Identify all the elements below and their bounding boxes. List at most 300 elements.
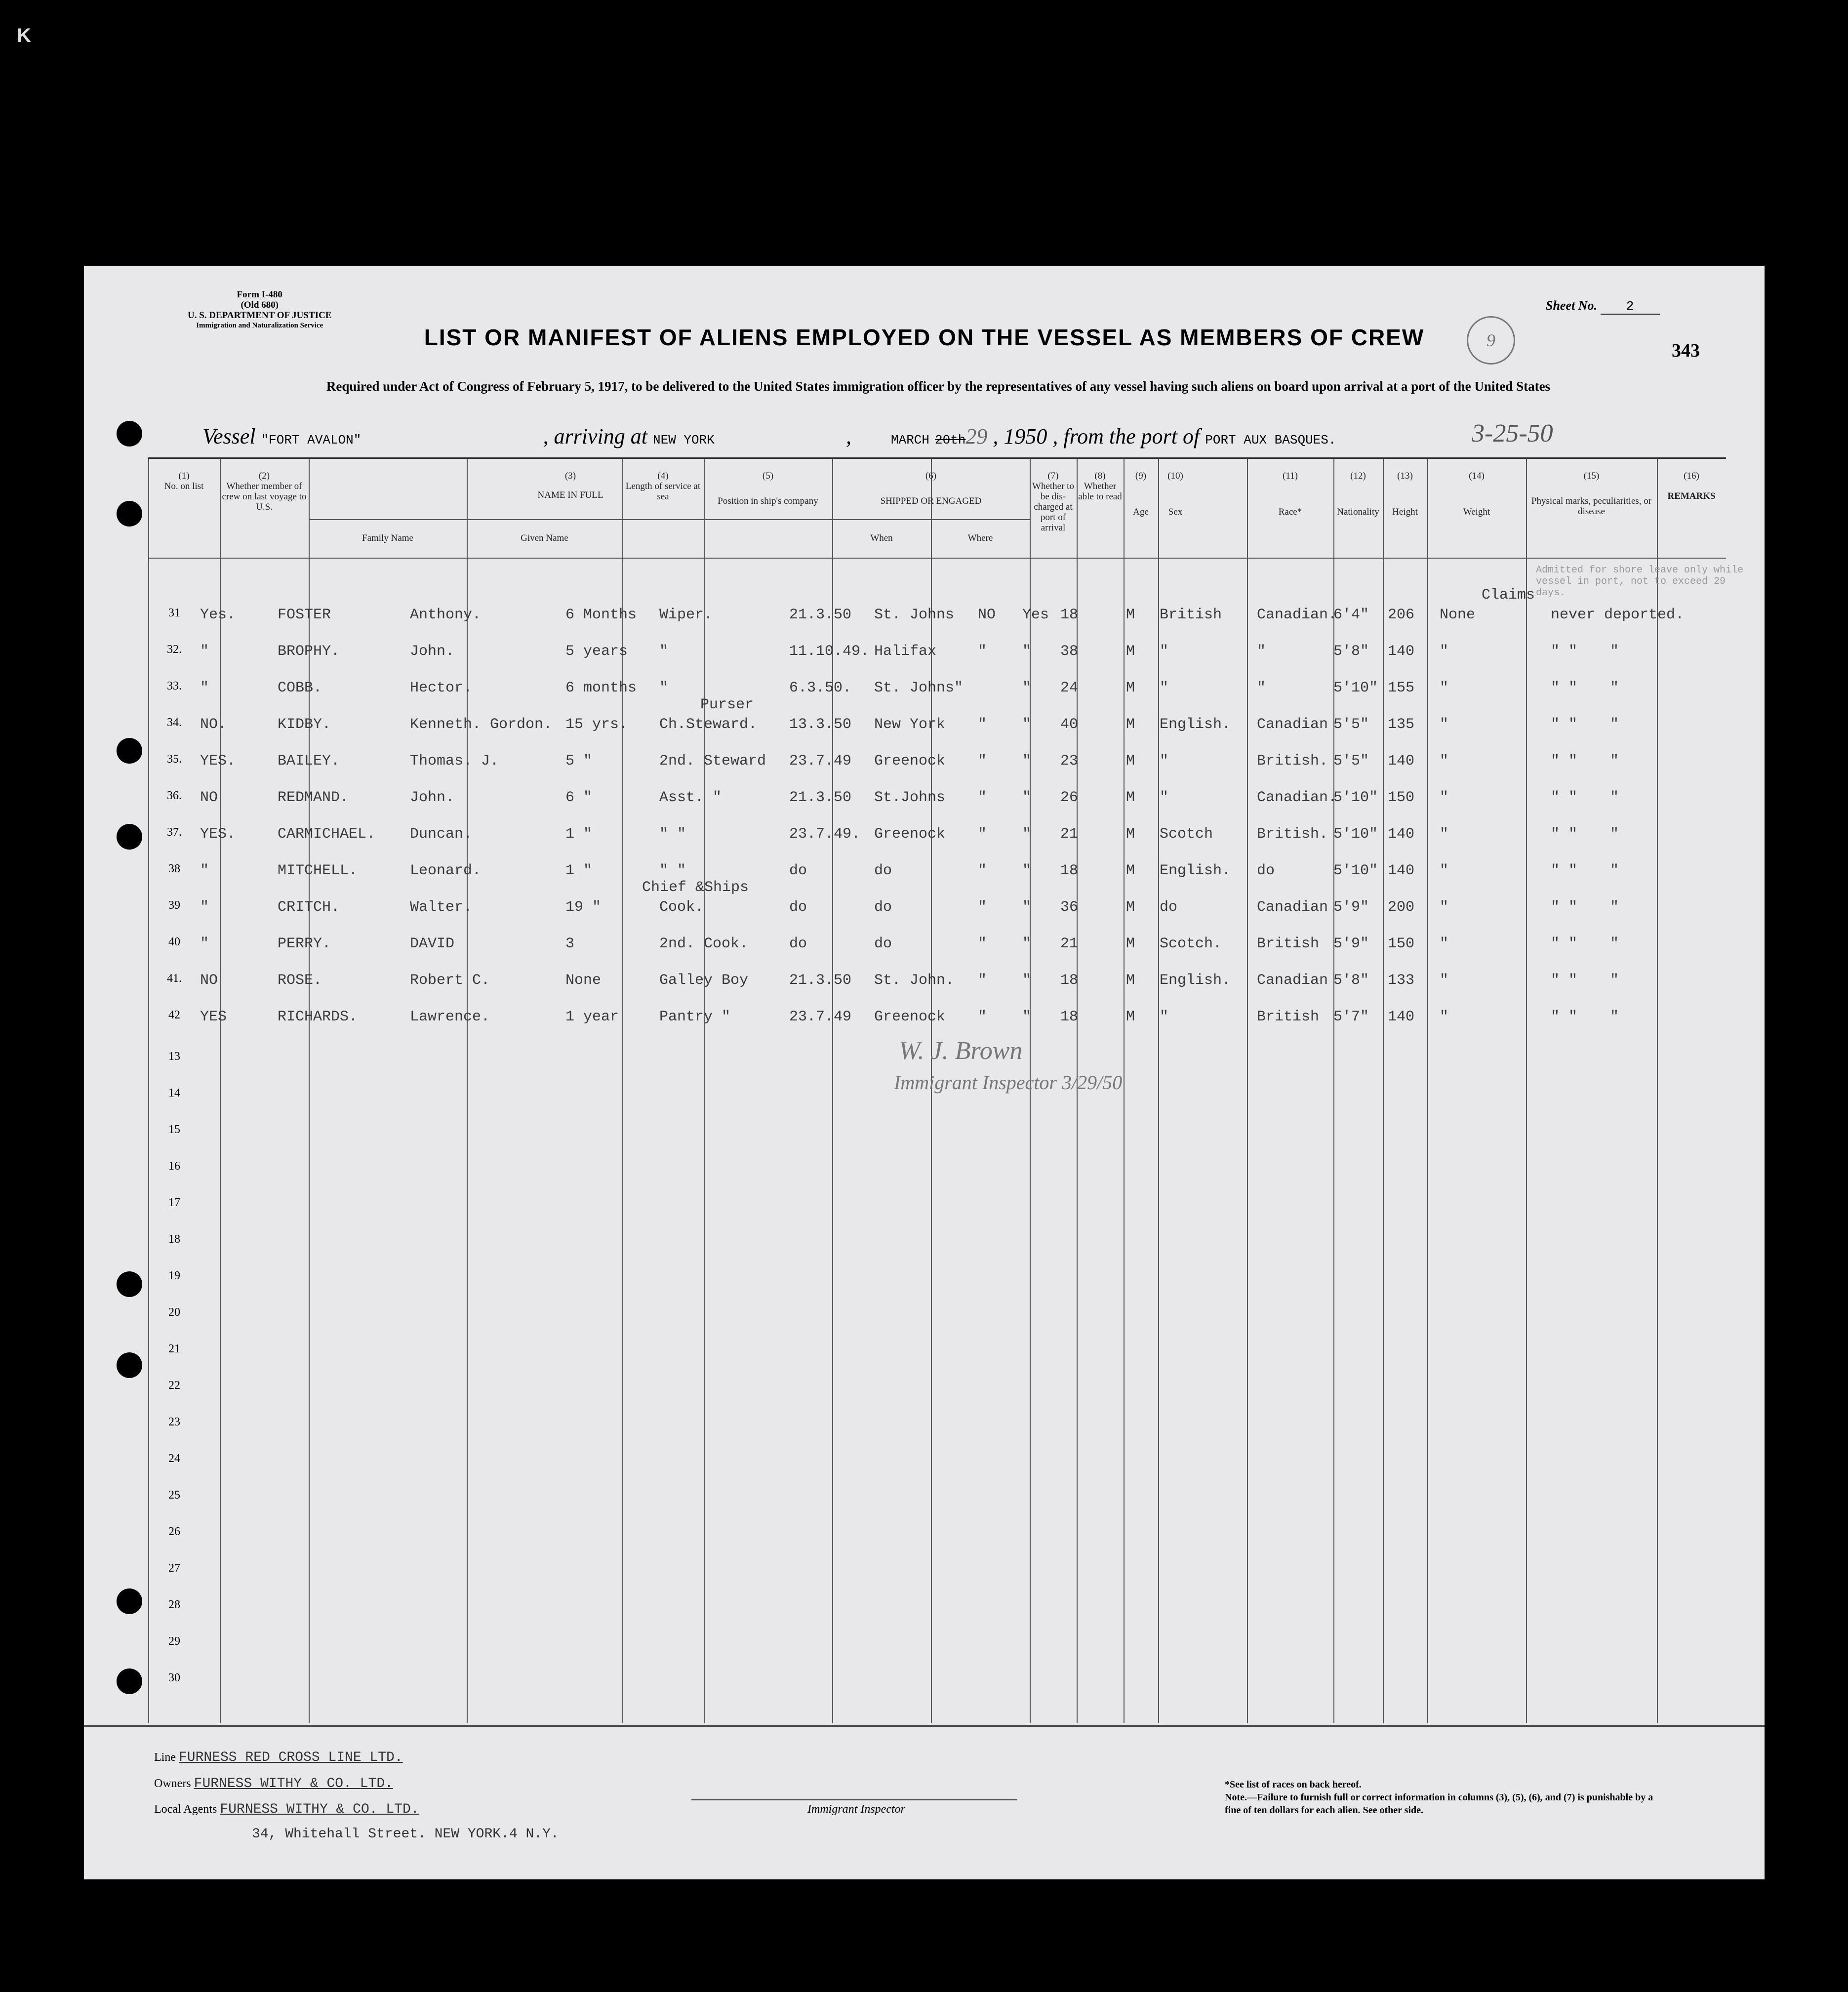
cell-action: " <box>1610 680 1619 696</box>
cell-position: " " <box>659 862 686 879</box>
footer-address <box>252 1827 559 1842</box>
cell-service: 6 Months <box>565 607 637 623</box>
agents-label: Local Agents <box>154 1803 217 1816</box>
cell-remarks: " " <box>1551 1009 1578 1025</box>
cell-position: " <box>659 643 669 660</box>
col-num: (4) <box>657 471 669 481</box>
cell-marks: " <box>1440 789 1449 806</box>
cell-age: 21 <box>1060 826 1079 843</box>
form-number: Form I-480 <box>237 289 282 300</box>
cell-nationality: do <box>1257 862 1275 879</box>
row-number: 22 <box>168 1379 180 1392</box>
cell-nationality: British <box>1257 935 1320 952</box>
cell-sex: M <box>1126 935 1135 952</box>
cell-when: 21.3.50 <box>789 607 852 623</box>
cell-age: 38 <box>1060 643 1079 660</box>
cell-nationality: Canadian. <box>1257 607 1337 623</box>
cell-read: Yes <box>1022 607 1049 623</box>
cell-age: 18 <box>1060 607 1079 623</box>
cell-nationality: British. <box>1257 753 1328 770</box>
cell-when: do <box>789 935 807 952</box>
cell-service: 1 " <box>565 862 593 879</box>
col-num: (3) <box>564 471 576 481</box>
cell-read: " <box>1022 826 1032 843</box>
date-stamp: 3-25-50 <box>1472 419 1553 447</box>
cell-remarks: never deported. <box>1551 607 1685 623</box>
cell-remarks: " " <box>1551 753 1578 770</box>
page-title: LIST OR MANIFEST OF ALIENS EMPLOYED ON THE VESSEL AS MEMBERS OF CREW <box>424 325 1425 350</box>
cell-marks: " <box>1440 935 1449 952</box>
row-number: 20 <box>168 1306 180 1319</box>
cell-service: 5 " <box>565 753 593 770</box>
cell-family: KIDBY. <box>278 716 331 733</box>
col-num: (8) <box>1094 471 1106 481</box>
cell-given: Lawrence. <box>410 1009 490 1025</box>
owners-value: FURNESS WITHY & CO. LTD. <box>194 1776 393 1791</box>
cell-height: 5'5" <box>1333 753 1369 770</box>
cell-weight: 140 <box>1388 753 1415 770</box>
cell-when: 13.3.50 <box>789 716 852 733</box>
cell-remarks: " " <box>1551 826 1578 843</box>
footer-agents <box>154 1802 419 1817</box>
cell-where: Greenock <box>874 1009 946 1025</box>
cell-race: Scotch <box>1160 826 1213 843</box>
cell-read: " <box>1022 753 1032 770</box>
cell-prev: NO <box>200 789 218 806</box>
footer-owners <box>154 1776 393 1791</box>
cell-discharged: " <box>978 643 987 660</box>
col-header-where: Where <box>967 533 993 543</box>
col-num: (6) <box>925 471 937 481</box>
from-label: , from the port of <box>1052 424 1200 448</box>
cell-sex: M <box>1126 680 1135 696</box>
cell-read: " <box>1022 862 1032 879</box>
cell-where: St. John. <box>874 972 955 989</box>
cell-where: New York <box>874 716 946 733</box>
cell-discharged: " <box>978 935 987 952</box>
cell-remarks: " " <box>1551 862 1578 879</box>
cell-prev: NO <box>200 972 218 989</box>
cell-discharged: " <box>978 862 987 879</box>
cell-given: Leonard. <box>410 862 482 879</box>
cell-when: 23.7.49 <box>789 753 852 770</box>
cell-family: BROPHY. <box>278 643 340 660</box>
cell-age: 18 <box>1060 1009 1079 1025</box>
cell-nationality: British. <box>1257 826 1328 843</box>
col-num: (15) <box>1583 471 1600 481</box>
cell-remarks: " " <box>1551 716 1578 733</box>
cell-when: 21.3.50 <box>789 789 852 806</box>
arriving-label: , arriving at <box>543 424 647 448</box>
cell-action: " <box>1610 789 1619 806</box>
cell-height: 5'8" <box>1333 972 1369 989</box>
cell-read: " <box>1022 1009 1032 1025</box>
cell-given: Anthony. <box>410 607 482 623</box>
cell-action: " <box>1610 753 1619 770</box>
cell-when: do <box>789 862 807 879</box>
struck-day: 20th <box>935 433 966 447</box>
cell-discharged: " <box>978 899 987 916</box>
cell-given: DAVID <box>410 935 455 952</box>
inspector-signature-title: Immigrant Inspector 3/29/50 <box>894 1071 1123 1094</box>
cell-given: Duncan. <box>410 826 473 843</box>
cell-discharged: NO <box>978 607 996 623</box>
address-value: 34, Whitehall Street. NEW YORK.4 N.Y. <box>252 1827 559 1842</box>
department: U. S. DEPARTMENT OF JUSTICE <box>188 310 332 321</box>
cell-action: " <box>1610 935 1619 952</box>
cell-action: " <box>1610 899 1619 916</box>
cell-family: RICHARDS. <box>278 1009 358 1025</box>
cell-discharged: " <box>978 826 987 843</box>
claims-note: Claims <box>1482 587 1535 604</box>
col-header-height: Height <box>1392 507 1418 517</box>
col-header-family: Family Name <box>362 533 413 543</box>
sheet-label: Sheet No. <box>1546 298 1597 313</box>
cell-position: Wiper. <box>659 607 713 623</box>
cell-where: do <box>874 862 892 879</box>
cell-where: do <box>874 935 892 952</box>
cell-sex: M <box>1126 716 1135 733</box>
service: Immigration and Naturalization Service <box>196 322 323 329</box>
cell-position: Galley Boy <box>659 972 749 989</box>
races-note: *See list of races on back hereof. <box>1225 1779 1362 1790</box>
binder-hole <box>117 1271 142 1297</box>
cell-given: Thomas. J. <box>410 753 499 770</box>
binder-hole <box>117 1588 142 1614</box>
cell-read: " <box>1022 716 1032 733</box>
cell-prev: " <box>200 935 209 952</box>
col-num: (11) <box>1283 471 1298 481</box>
cell-race: English. <box>1160 716 1231 733</box>
cell-nationality: Canadian <box>1257 972 1328 989</box>
cell-race: do <box>1160 899 1178 916</box>
cell-weight: 206 <box>1388 607 1415 623</box>
cell-read: " <box>1022 789 1032 806</box>
arrival-month: MARCH <box>890 433 929 447</box>
cell-position: Cook. <box>659 899 704 916</box>
cell-weight: 140 <box>1388 643 1415 660</box>
cell-position: Pantry " <box>659 1009 731 1025</box>
row-number: 41. <box>167 972 182 985</box>
binder-hole <box>117 1352 142 1378</box>
sheet-value: 2 <box>1601 299 1660 315</box>
col-header-discharged: Whether to be dis-charged at port of arrival <box>1032 481 1074 533</box>
cell-service: 19 " <box>565 899 602 916</box>
cell-age: 23 <box>1060 753 1079 770</box>
cell-age: 40 <box>1060 716 1079 733</box>
cell-read: " <box>1022 935 1032 952</box>
footer-notes <box>1225 1778 1659 1817</box>
purser-note: Purser <box>700 696 754 713</box>
cell-prev: YES <box>200 1009 227 1025</box>
col-header-member: Whether member of crew on last voyage to U.S. <box>222 481 307 512</box>
col-num: (2) <box>258 471 270 481</box>
cell-service: 6 months <box>565 680 637 696</box>
cell-position: " " <box>659 826 686 843</box>
cell-discharged: " <box>978 716 987 733</box>
cell-prev: YES. <box>200 753 236 770</box>
cell-given: John. <box>410 643 455 660</box>
page-number: 343 <box>1672 340 1700 361</box>
old-form-number: (Old 680) <box>241 300 279 310</box>
cell-when: do <box>789 899 807 916</box>
cell-marks: " <box>1440 899 1449 916</box>
inspector-label: Immigrant Inspector <box>807 1803 905 1816</box>
cell-action: " <box>1610 972 1619 989</box>
binder-hole <box>117 1668 142 1694</box>
col-num: (13) <box>1397 471 1413 481</box>
cell-where: St.Johns <box>874 789 946 806</box>
cell-nationality: " <box>1257 680 1266 696</box>
cell-height: 6'4" <box>1333 607 1369 623</box>
col-header-marks: Physical marks, peculiarities, or disease <box>1531 496 1652 517</box>
cell-position: 2nd. Steward <box>659 753 766 770</box>
col-num: (16) <box>1684 471 1699 481</box>
cell-service: 3 <box>565 935 575 952</box>
cell-height: 5'10" <box>1333 680 1378 696</box>
cell-given: Walter. <box>410 899 473 916</box>
sheet-number <box>1546 298 1660 315</box>
cell-family: CRITCH. <box>278 899 340 916</box>
col-header-remarks: REMARKS <box>1667 491 1716 501</box>
cell-position: 2nd. Cook. <box>659 935 749 952</box>
cell-race: " <box>1160 643 1169 660</box>
row-number: 42 <box>168 1009 180 1021</box>
cell-prev: " <box>200 643 209 660</box>
cell-age: 36 <box>1060 899 1079 916</box>
col-num: (14) <box>1469 471 1485 481</box>
cell-age: 24 <box>1060 680 1079 696</box>
cell-weight: 140 <box>1388 1009 1415 1025</box>
cell-family: PERRY. <box>278 935 331 952</box>
cell-prev: NO. <box>200 716 227 733</box>
row-number: 26 <box>168 1525 180 1538</box>
col-header-nationality: Nationality <box>1337 507 1379 517</box>
cell-given: Hector. <box>410 680 473 696</box>
col-num: (12) <box>1350 471 1366 481</box>
cell-race: " <box>1160 753 1169 770</box>
cell-given: Robert C. <box>410 972 490 989</box>
binder-hole <box>117 501 142 527</box>
cell-nationality: " <box>1257 643 1266 660</box>
row-number: 30 <box>168 1671 180 1684</box>
cell-sex: M <box>1126 1009 1135 1025</box>
cell-when: 6.3.50. <box>789 680 852 696</box>
inspector-signature: W. J. Brown <box>899 1037 1023 1065</box>
cell-given: Kenneth. Gordon. <box>410 716 553 733</box>
col-num: (9) <box>1135 471 1147 481</box>
cell-marks: " <box>1440 680 1449 696</box>
row-number: 21 <box>168 1342 180 1355</box>
cell-nationality: British <box>1257 1009 1320 1025</box>
vessel-name: "FORT AVALON" <box>261 433 362 447</box>
cell-position: Asst. " <box>659 789 722 806</box>
subtitle: Required under Act of Congress of February 5, 1917, to be delivered to the United States immigration officer by the representatives of any vessel having such aliens on board upon arrival at a port of the United States <box>326 379 1551 394</box>
cell-family: CARMICHAEL. <box>278 826 376 843</box>
line-label: Line <box>154 1751 176 1764</box>
cell-marks: " <box>1440 753 1449 770</box>
cell-sex: M <box>1126 789 1135 806</box>
cell-race: Scotch. <box>1160 935 1222 952</box>
binder-hole <box>117 738 142 764</box>
cell-where: Greenock <box>874 826 946 843</box>
cell-read: " <box>1022 643 1032 660</box>
year-value: 50 <box>1025 424 1047 448</box>
binder-hole <box>117 824 142 850</box>
row-number: 28 <box>168 1598 180 1611</box>
cell-weight: 133 <box>1388 972 1415 989</box>
cell-remarks: " " <box>1551 680 1578 696</box>
cell-when: 21.3.50 <box>789 972 852 989</box>
cell-height: 5'5" <box>1333 716 1369 733</box>
manifest-sheet <box>84 266 1765 1879</box>
cell-race: " <box>1160 1009 1169 1025</box>
cell-when: 23.7.49 <box>789 1009 852 1025</box>
cell-where: do <box>874 899 892 916</box>
cell-where: St. Johns" <box>874 680 964 696</box>
cell-height: 5'9" <box>1333 899 1369 916</box>
col-header-race: Race* <box>1278 507 1302 517</box>
cell-where: St. Johns <box>874 607 955 623</box>
row-number: 38 <box>168 862 180 875</box>
cell-height: 5'10" <box>1333 789 1378 806</box>
row-number: 33. <box>167 680 182 692</box>
cell-discharged: " <box>978 753 987 770</box>
cell-weight: 140 <box>1388 826 1415 843</box>
cell-weight: 155 <box>1388 680 1415 696</box>
cell-race: British <box>1160 607 1222 623</box>
row-number: 25 <box>168 1489 180 1502</box>
col-num: (10) <box>1167 471 1183 481</box>
footer-line <box>154 1750 403 1765</box>
cell-service: 15 yrs. <box>565 716 628 733</box>
cell-prev: " <box>200 862 209 879</box>
cell-where: Halifax <box>874 643 937 660</box>
binder-hole <box>117 421 142 447</box>
row-number: 36. <box>167 789 182 802</box>
cell-nationality: Canadian <box>1257 899 1328 916</box>
cell-remarks: " " <box>1551 935 1578 952</box>
cell-prev: " <box>200 899 209 916</box>
row-number: 29 <box>168 1635 180 1648</box>
cell-marks: " <box>1440 643 1449 660</box>
row-number: 39 <box>168 899 180 912</box>
col-header-service: Length of service at sea <box>625 481 701 502</box>
cell-action: " <box>1610 862 1619 879</box>
row-number: 24 <box>168 1452 180 1465</box>
col-header-name: NAME IN FULL <box>537 490 603 500</box>
cell-read: " <box>1022 680 1032 696</box>
vessel-line: Vessel "FORT AVALON" , arriving at NEW YORK , MARCH 20th29 , 1950 , from the port of PORT AUX BASQUES. <box>202 424 1336 448</box>
cell-sex: M <box>1126 972 1135 989</box>
cell-age: 26 <box>1060 789 1079 806</box>
col-header-read: Whether able to read <box>1078 481 1122 502</box>
cell-family: BAILEY. <box>278 753 340 770</box>
col-num: (7) <box>1047 471 1059 481</box>
cell-sex: M <box>1126 826 1135 843</box>
arrival-port: NEW YORK <box>652 433 715 447</box>
cell-service: 6 " <box>565 789 593 806</box>
cell-discharged: " <box>978 789 987 806</box>
cell-position: " <box>659 680 669 696</box>
col-num: (1) <box>178 471 190 481</box>
cell-action: " <box>1610 643 1619 660</box>
row-number: 14 <box>168 1087 180 1099</box>
cell-discharged: " <box>978 972 987 989</box>
cell-marks: " <box>1440 972 1449 989</box>
cell-action: " <box>1610 716 1619 733</box>
year-label: , 19 <box>993 424 1026 448</box>
col-header-sex: Sex <box>1168 507 1183 517</box>
cell-action: " <box>1610 1009 1619 1025</box>
cell-family: COBB. <box>278 680 322 696</box>
col-header-weight: Weight <box>1463 507 1490 517</box>
cell-remarks: " " <box>1551 972 1578 989</box>
cell-prev: Yes. <box>200 607 236 623</box>
cell-remarks: " " <box>1551 643 1578 660</box>
cell-marks: " <box>1440 716 1449 733</box>
row-number: 15 <box>168 1123 180 1136</box>
cell-when: 23.7.49. <box>789 826 861 843</box>
cell-race: " <box>1160 680 1169 696</box>
cell-sex: M <box>1126 643 1135 660</box>
cell-remarks: " " <box>1551 899 1578 916</box>
cell-read: " <box>1022 899 1032 916</box>
cell-age: 18 <box>1060 972 1079 989</box>
cell-height: 5'10" <box>1333 826 1378 843</box>
col-header-shipped: SHIPPED OR ENGAGED <box>880 496 982 506</box>
cell-age: 18 <box>1060 862 1079 879</box>
cell-race: " <box>1160 789 1169 806</box>
vessel-label: Vessel <box>202 424 256 448</box>
from-port: PORT AUX BASQUES. <box>1205 433 1336 447</box>
cell-prev: " <box>200 680 209 696</box>
cell-marks: " <box>1440 862 1449 879</box>
cell-family: ROSE. <box>278 972 322 989</box>
chief-ships-note: Chief &Ships <box>642 879 749 896</box>
cell-race: English. <box>1160 972 1231 989</box>
cell-weight: 200 <box>1388 899 1415 916</box>
cell-service: 5 years <box>565 643 628 660</box>
cell-height: 5'7" <box>1333 1009 1369 1025</box>
cell-age: 21 <box>1060 935 1079 952</box>
cell-service: 1 " <box>565 826 593 843</box>
cell-family: MITCHELL. <box>278 862 358 879</box>
cell-position: Ch.Steward. <box>659 716 758 733</box>
cell-weight: 140 <box>1388 862 1415 879</box>
cell-when: 11.10.49. <box>789 643 870 660</box>
row-number: 37. <box>167 826 182 839</box>
cell-action: " <box>1610 826 1619 843</box>
cell-sex: M <box>1126 862 1135 879</box>
line-value: FURNESS RED CROSS LINE LTD. <box>178 1750 403 1765</box>
col-num: (5) <box>762 471 774 481</box>
cell-family: FOSTER <box>278 607 331 623</box>
cell-height: 5'9" <box>1333 935 1369 952</box>
cell-marks: " <box>1440 1009 1449 1025</box>
row-number: 19 <box>168 1269 180 1282</box>
cell-nationality: Canadian. <box>1257 789 1337 806</box>
cell-weight: 150 <box>1388 935 1415 952</box>
cell-read: " <box>1022 972 1032 989</box>
inspector-signature-line <box>691 1799 1017 1800</box>
row-number: 13 <box>168 1050 180 1063</box>
cell-discharged: " <box>978 1009 987 1025</box>
cell-sex: M <box>1126 607 1135 623</box>
owners-label: Owners <box>154 1777 191 1790</box>
cell-height: 5'8" <box>1333 643 1369 660</box>
circled-mark: 9 <box>1467 316 1515 365</box>
